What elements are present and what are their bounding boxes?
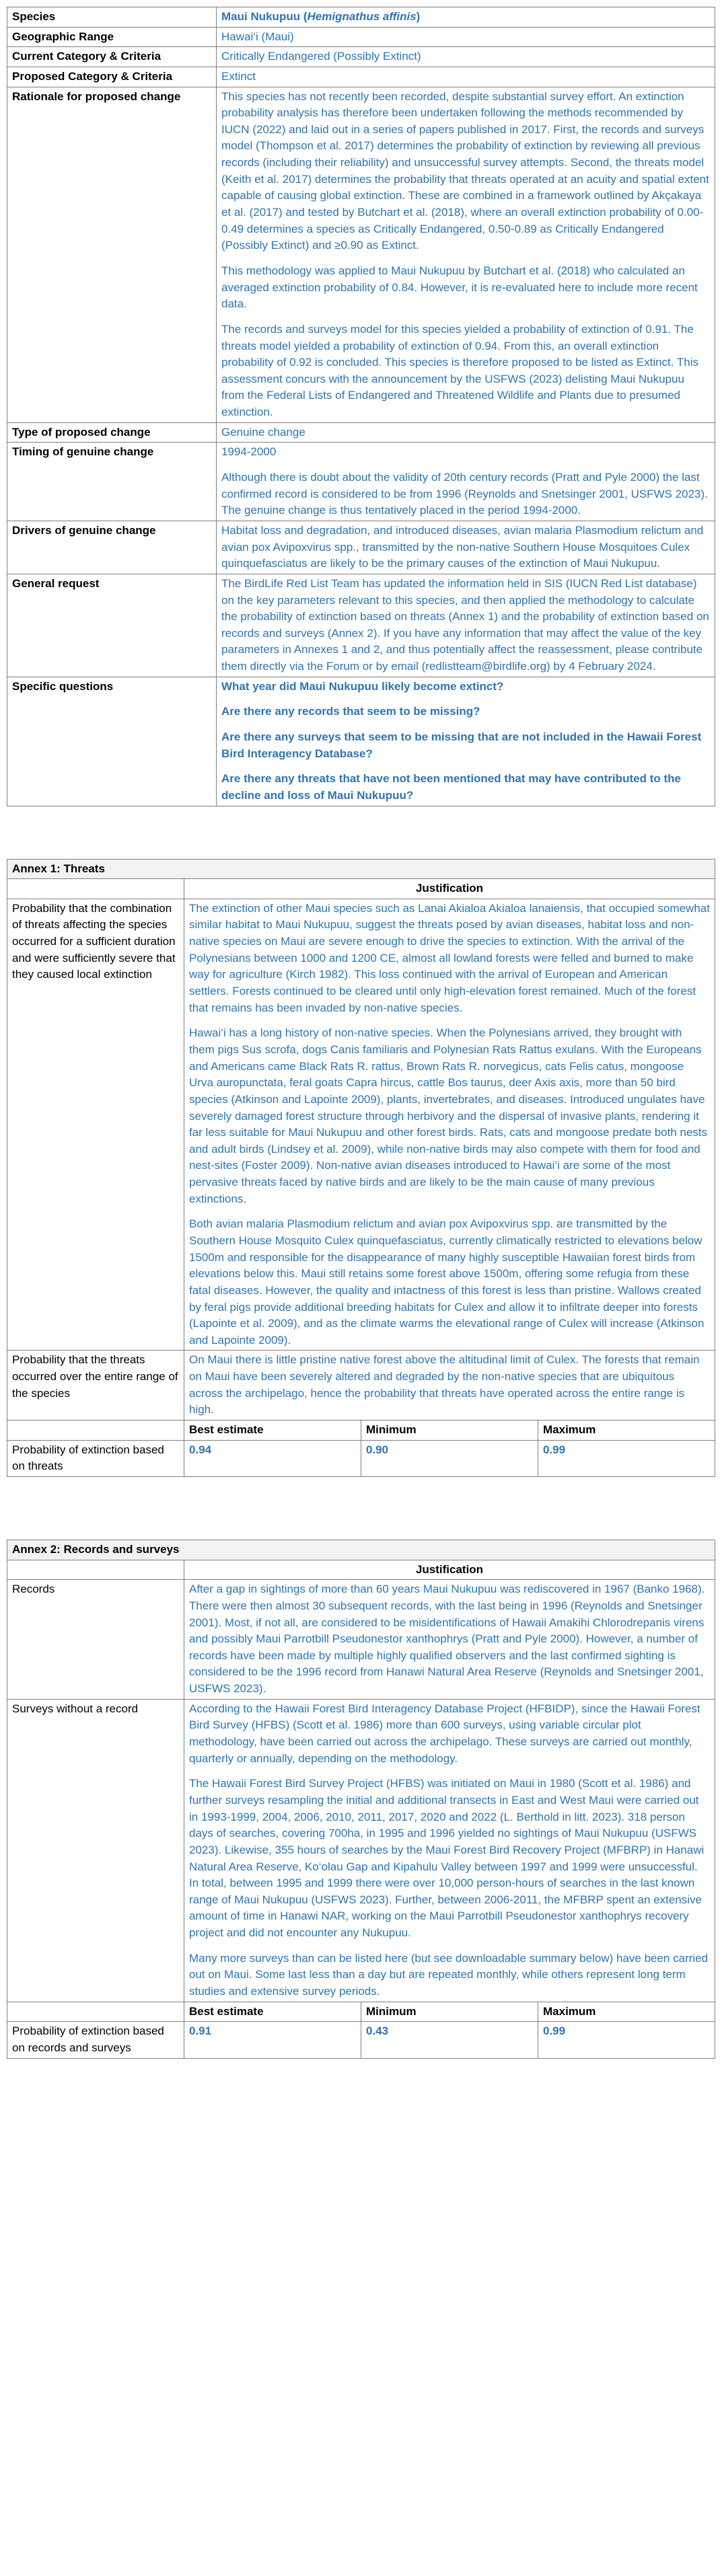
current-category-value: Critically Endangered (Possibly Extinct): [217, 47, 715, 67]
geographic-range-value: Hawai‘i (Maui): [217, 27, 715, 47]
question: Are there any threats that have not been mentioned that may have contributed to the decline and loss of Maui Nukupuu?: [221, 772, 681, 802]
threat-paragraph: Hawai‘i has a long history of non-native species. When the Polynesians arrived, they brought with them pigs Sus scrofa, dogs Canis familiaris and Polynesian Rats Rattus exulans. With the Europeans and Americans came Black Rats R. rattus, Brown Rats R. norvegicus, cats Felis catus, mongoose Urva auropunctata, feral goats Capra hircus, cattle Bos taurus, deer Axis axis, more than 50 bird species (Atkinson and Lapointe 2009), plants, invertebrates, and diseases. Introduced ungulates have severely damaged forest structure through herbivory and the dispersal of invasive plants, rendering it far less suitable for Maui Nukupuu and other forest birds. Rats, cats and mongoose predate both nests and adult birds (Lindsey et al. 2009), while non-native birds may also compete with them for food and nest-sites (Foster 2009). Non-native avian diseases introduced to Hawai‘i are some of the most pervasive threats faced by native birds and are likely to be the main cause of many previous extinctions.: [189, 1026, 708, 1205]
table-row: [7, 1560, 715, 1580]
blank-cell: [7, 1420, 184, 1441]
specific-questions-value: [217, 677, 715, 806]
maximum-header: Maximum: [538, 1420, 715, 1441]
table-row: [7, 2002, 715, 2022]
annex2-table: [7, 1540, 715, 2059]
drivers-label: Drivers of genuine change: [7, 521, 217, 574]
minimum-header: Minimum: [361, 2002, 538, 2022]
minimum-header: Minimum: [361, 1420, 538, 1441]
geographic-range-label: Geographic Range: [7, 27, 217, 47]
timing-period: 1994-2000: [221, 445, 277, 459]
timing-paragraph: Although there is doubt about the validity of 20th century records (Pratt and Pyle 2000) the last confirmed record is considered to be from 1996 (Reynolds and Snetsinger 2001, USFWS 2023). The genuine change is thus tentatively placed in the period 1994-2000.: [221, 471, 708, 517]
general-request-value: The BirdLife Red List Team has updated the information held in SIS (IUCN Red List database) on the key parameters relevant to this species, and then applied the methodology to calculate the probability of extinction based on threats (Annex 1) and the probability of extinction based on records and surveys (Annex 2). If you have any information that may affect the value of the key parameters in Annexes 1 and 2, and thus potentially affect the reassessment, please contribute them directly via the Forum or by email (redlistteam@birdlife.org) by 4 February 2024.: [217, 574, 715, 677]
rationale-paragraph: This methodology was applied to Maui Nukupuu by Butchart et al. (2018) who calculated an averaged extinction probability of 0.84. However, it is re-evaluated here to include more recent data.: [221, 264, 698, 311]
table-row: [7, 1440, 715, 1476]
table-row: [7, 1580, 715, 1699]
proposed-category-value: Extinct: [217, 67, 715, 87]
rationale-paragraph: The records and surveys model for this species yielded a probability of extinction of 0.91. The threats model yielded a probability of extinction of 0.94. From this, an overall extinction probability of 0.92 is concluded. This species is therefore proposed to be listed as Extinct. This assessment concurs with the announcement by the USFWS (2023) delisting Maui Nukupuu from the Federal Lists of Endangered and Threatened Wildlife and Plants due to presumed extinction.: [221, 322, 699, 419]
specific-questions-label: Specific questions: [7, 677, 217, 806]
blank-cell: [7, 1560, 184, 1580]
table-row: [7, 443, 715, 521]
best-estimate-header: Best estimate: [184, 2002, 361, 2022]
records-value: After a gap in sightings of more than 60 years Maui Nukupuu was rediscovered in 1967 (Banko 1968). There were then almost 30 subsequent records, with the last being in 1996 (Reynolds and Snetsinger 2001). Most, if not all, are considered to be misidentifications of Hawaii Amakihi Chlorodrepanis virens and possibly Maui Parrotbill Pseudonestor xanthophrys (Pratt and Pyle 2000). However, a number of records have been made by multiple highly qualified observers and the last confirmed sighting is considered to be the 1996 record from Hanawi Natural Area Reserve (Reynolds and Snetsinger 2001, USFWS 2023).: [184, 1580, 715, 1699]
threat-duration-label: Probability that the combination of threats affecting the species occurred for a sufficient duration and were sufficiently severe that they caused local extinction: [7, 899, 184, 1351]
maximum-header: Maximum: [538, 2002, 715, 2022]
rationale-paragraph: This species has not recently been recorded, despite substantial survey effort. An extinction probability analysis has therefore been undertaken following the methods recommended by IUCN (2022) and laid out in a series of papers published in 2017. First, the records and surveys model (Thompson et al. 2017) determines the probability of extinction by reviewing all previous records (including their reliability) and unsuccessful survey attempts. Second, the threats model (Keith et al. 2017) determines the probability that threats operated at an acuity and spatial extent capable of causing global extinction. These are combined in a framework outlined by Akçakaya et al. (2017) and tested by Butchart et al. (2018), where an overall extinction probability of 0.00-0.49 determines a species as Critically Endangered, 0.50-0.89 as Critically Endangered (Possibly Extinct) and ≥0.90 as Extinct.: [221, 89, 709, 252]
species-value: Maui Nukupuu (Hemignathus affinis): [217, 7, 715, 28]
threats-maximum: 0.99: [538, 1440, 715, 1476]
question: Are there any surveys that seem to be missing that are not included in the Hawaii Forest Bird Interagency Database?: [221, 730, 702, 760]
threats-minimum: 0.90: [361, 1440, 538, 1476]
threats-probability-label: Probability of extinction based on threats: [7, 1440, 184, 1476]
type-of-change-label: Type of proposed change: [7, 422, 217, 443]
table-row: [7, 87, 715, 422]
records-minimum: 0.43: [361, 2022, 538, 2058]
justification-header: Justification: [184, 879, 715, 899]
surveys-paragraph: The Hawaii Forest Bird Survey Project (HFBS) was initiated on Maui in 1980 (Scott et al. 1986) and further surveys resampling the initial and additional transects in East and West Maui were carried out in 1993-1999, 2004, 2006, 2010, 2011, 2017, 2020 and 2022 (L. Berthold in litt. 2023). 318 person days of searches, covering 700ha, in 1995 and 1996 yielded no sightings of Maui Nukupuu (USFWS 2023). Likewise, 355 hours of searches by the Maui Forest Bird Recovery Project (MFBRP) in Hanawi Natural Area Reserve, Ko‘olau Gap and Kipahulu Valley between 1997 and 1999 were unsuccessful. In total, between 1995 and 1999 there were over 10,000 person-hours of searches in the last known range of Maui Nukupuu (USFWS 2023). Further, between 2006-2011, the MFBRP spent an extensive amount of time in Hanawi NAR, working on the Maui Parrotbill Pseudonestor xanthophrys recovery project and did not encounter any Nukupuu.: [189, 1777, 705, 1940]
best-estimate-header: Best estimate: [184, 1420, 361, 1441]
threat-duration-value: [184, 899, 715, 1351]
blank-cell: [7, 2002, 184, 2022]
table-row: [7, 1540, 715, 1560]
surveys-paragraph: According to the Hawaii Forest Bird Interagency Database Project (HFBIDP), since the Hawaii Forest Bird Survey (HFBS) (Scott et al. 1986) more than 600 surveys, using variable circular plot methodology, have been carried out across the archipelago. These surveys are carried out monthly, quarterly or annually, depending on the methodology.: [189, 1702, 700, 1765]
spacer: [7, 1477, 715, 1540]
proposal-table: [7, 7, 715, 806]
table-row: [7, 677, 715, 806]
surveys-paragraph: Many more surveys than can be listed here (but see downloadable summary below) have been carried out on Maui. Some last less than a day but are repeated monthly, while others represent long term studies and extensive survey periods.: [189, 1951, 709, 1998]
drivers-value: Habitat loss and degradation, and introduced diseases, avian malaria Plasmodium relictum and avian pox Avipoxvirus spp., transmitted by the non-native Southern House Mosquitoes Culex quinquefasciatus are likely to be the primary causes of the extinction of Maui Nukupuu.: [217, 521, 715, 574]
records-probability-label: Probability of extinction based on records and surveys: [7, 2022, 184, 2058]
blank-cell: [7, 879, 184, 899]
table-row: [7, 7, 715, 28]
timing-value: [217, 443, 715, 521]
threat-paragraph: Both avian malaria Plasmodium relictum and avian pox Avipoxvirus spp. are transmitted by the Southern House Mosquito Culex quinquefasciatus, currently climatically restricted to elevations below 1500m and responsible for the disappearance of many highly susceptible Hawaiian forest birds from elevations below this. Maui still retains some forest above 1500m, offering some refugia from these fatal diseases. However, the quality and intactness of this forest is less than pristine. Wallows created by feral pigs provide additional breeding habitats for Culex and allow it to infiltrate deeper into forests (Lapointe et al. 2009), and as the climate warms the elevational range of Culex will increase (Atkinson and Lapointe 2009).: [189, 1217, 705, 1347]
table-row: [7, 1420, 715, 1441]
species-scientific-name: Hemignathus affinis: [307, 10, 417, 23]
question: What year did Maui Nukupuu likely become extinct?: [221, 679, 504, 693]
general-request-label: General request: [7, 574, 217, 677]
table-row: [7, 27, 715, 47]
table-row: [7, 574, 715, 677]
table-row: [7, 1351, 715, 1420]
threat-paragraph: The extinction of other Maui species such as Lanai Akialoa Akialoa lanaiensis, that occupied somewhat similar habitat to Maui Nukupuu, suggest the threats posed by avian diseases, habitat loss and non-native species on Maui are severe enough to drive the species to extinction. With the arrival of the Polynesians between 1000 and 1200 CE, almost all lowland forests were felled and burned to make way for agriculture (Kirch 1982). This loss continued with the arrival of European and American settlers. Forests continued to be cleared until only high-elevation forest remained. Much of the forest that remains has been invaded by non-native species.: [189, 901, 710, 1014]
proposed-category-label: Proposed Category & Criteria: [7, 67, 217, 87]
table-row: [7, 67, 715, 87]
surveys-label: Surveys without a record: [7, 1699, 184, 2002]
table-row: [7, 879, 715, 899]
timing-label: Timing of genuine change: [7, 443, 217, 521]
threats-best-estimate: 0.94: [184, 1440, 361, 1476]
table-row: [7, 47, 715, 67]
document-page: [7, 7, 715, 2059]
annex1-table: [7, 859, 715, 1477]
records-best-estimate: 0.91: [184, 2022, 361, 2058]
table-row: [7, 2022, 715, 2058]
records-label: Records: [7, 1580, 184, 1699]
annex1-title: Annex 1: Threats: [7, 859, 715, 879]
species-label: Species: [7, 7, 217, 28]
threat-range-label: Probability that the threats occurred over the entire range of the species: [7, 1351, 184, 1420]
rationale-label: Rationale for proposed change: [7, 87, 217, 422]
annex2-title: Annex 2: Records and surveys: [7, 1540, 715, 1560]
species-common-name: Maui Nukupuu: [221, 10, 301, 23]
type-of-change-value: Genuine change: [217, 422, 715, 443]
threat-range-value: On Maui there is little pristine native forest above the altitudinal limit of Culex. The forests that remain on Maui have been severely altered and degraded by the non-native species that are ubiquitous across the archipelago, hence the probability that threats have operated across the entire range is high.: [184, 1351, 715, 1420]
current-category-label: Current Category & Criteria: [7, 47, 217, 67]
question: Are there any records that seem to be missing?: [221, 705, 480, 718]
table-row: [7, 1699, 715, 2002]
spacer: [7, 806, 715, 859]
surveys-value: [184, 1699, 715, 2002]
table-row: [7, 521, 715, 574]
justification-header: Justification: [184, 1560, 715, 1580]
records-maximum: 0.99: [538, 2022, 715, 2058]
rationale-value: [217, 87, 715, 422]
table-row: [7, 899, 715, 1351]
table-row: [7, 422, 715, 443]
table-row: [7, 859, 715, 879]
